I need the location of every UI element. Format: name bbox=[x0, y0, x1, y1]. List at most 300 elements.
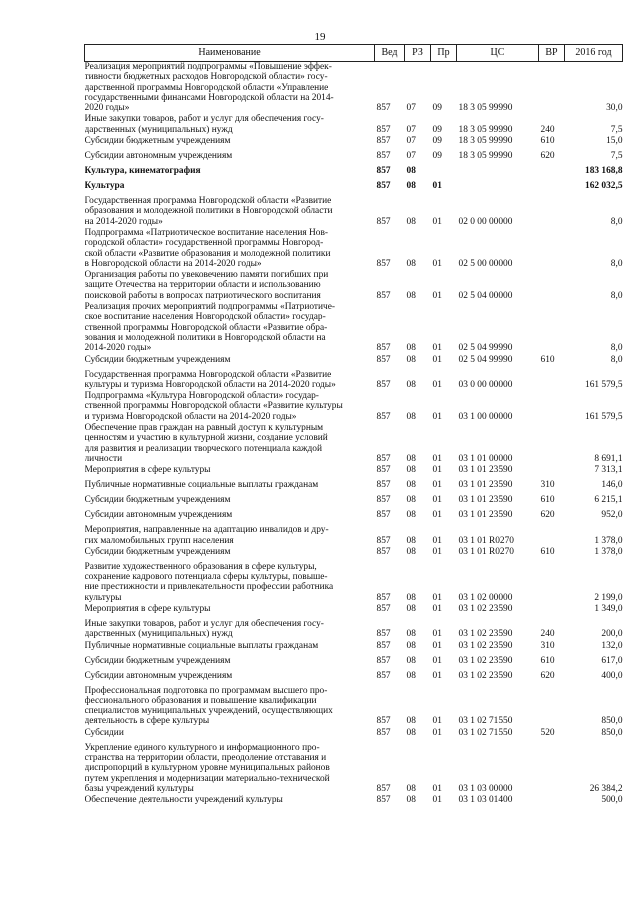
table-row bbox=[85, 423, 623, 465]
row-pr: 01 bbox=[432, 379, 442, 390]
table-row bbox=[85, 302, 623, 354]
row-sum: 400,0 bbox=[601, 670, 623, 681]
row-name bbox=[85, 423, 375, 465]
row-name bbox=[85, 136, 375, 151]
row-vr: 610 bbox=[540, 655, 555, 666]
row-pr: 09 bbox=[432, 136, 442, 147]
row-name bbox=[85, 795, 375, 810]
row-sum: 2 199,0 bbox=[594, 592, 623, 603]
row-name bbox=[85, 196, 375, 228]
row-vr: 610 bbox=[540, 354, 555, 365]
row-sum: 1 378,0 bbox=[594, 546, 623, 557]
row-name-line: деятельность в сфере культуры bbox=[84, 716, 210, 727]
row-pr: 01 bbox=[432, 783, 442, 794]
row-sum: 7 313,1 bbox=[594, 465, 623, 476]
row-ved: 857 bbox=[376, 343, 391, 354]
budget-table-container bbox=[84, 44, 622, 810]
row-name bbox=[85, 641, 375, 656]
row-rz: 07 bbox=[406, 136, 416, 147]
row-name-line: Субсидии бюджетным учреждениям bbox=[84, 655, 231, 666]
row-ved: 857 bbox=[376, 480, 391, 491]
row-pr: 01 bbox=[432, 629, 442, 640]
row-sum: 8 691,1 bbox=[594, 453, 623, 464]
row-name bbox=[85, 181, 375, 196]
row-name-line: путем укрепления и модернизации материально-технической bbox=[84, 773, 330, 784]
row-name bbox=[85, 743, 375, 795]
row-rz: 08 bbox=[406, 535, 416, 546]
page-number: 19 bbox=[314, 31, 326, 43]
row-name-line: Субсидии бюджетным учреждениям bbox=[84, 495, 231, 506]
row-vr bbox=[539, 795, 565, 810]
row-cs: 03 1 02 23590 bbox=[458, 629, 513, 640]
row-name-line: Государственная программа Новгородской области «Развитие bbox=[84, 196, 332, 207]
row-name-line: в Новгородской области на 2014-2020 годы» bbox=[84, 258, 262, 269]
row-name-line: Реализация мероприятий подпрограммы «Повышение эффек- bbox=[84, 62, 332, 72]
row-name bbox=[85, 686, 375, 728]
row-sum: 1 349,0 bbox=[594, 603, 623, 614]
table-row bbox=[85, 525, 623, 547]
table-row bbox=[85, 355, 623, 370]
row-pr: 01 bbox=[432, 480, 442, 491]
row-name-line: образования и молодежной политики в Новгородской области bbox=[84, 206, 333, 217]
row-name-line: ние престижности и привлекательности профессии работника bbox=[84, 582, 334, 593]
row-vr: 610 bbox=[540, 495, 555, 506]
row-cs: 02 5 04 99990 bbox=[458, 354, 513, 365]
row-rz: 08 bbox=[406, 640, 416, 651]
row-vr bbox=[539, 181, 565, 196]
row-vr: 610 bbox=[540, 546, 555, 557]
row-sum: 200,0 bbox=[601, 629, 623, 640]
row-sum: 26 384,2 bbox=[589, 783, 623, 794]
row-name bbox=[85, 525, 375, 547]
row-name bbox=[85, 114, 375, 136]
row-vr bbox=[539, 525, 565, 547]
row-rz: 08 bbox=[406, 258, 416, 269]
header-vr: ВР bbox=[539, 45, 565, 62]
row-vr bbox=[539, 62, 565, 115]
table-row bbox=[85, 619, 623, 641]
row-ved: 857 bbox=[376, 181, 391, 192]
row-sum: 132,0 bbox=[601, 640, 623, 651]
row-name-line: для развития и реализации творческого потенциала каждой bbox=[84, 443, 323, 454]
row-rz: 08 bbox=[406, 411, 416, 422]
row-name-line: Обеспечение прав граждан на равный доступ к культурным bbox=[84, 423, 324, 434]
row-vr bbox=[539, 604, 565, 619]
row-vr: 620 bbox=[540, 151, 555, 162]
row-name bbox=[85, 391, 375, 423]
row-cs: 18 3 05 99990 bbox=[458, 136, 513, 147]
row-name bbox=[85, 480, 375, 495]
row-rz: 08 bbox=[406, 379, 416, 390]
row-sum: 8,0 bbox=[610, 216, 623, 227]
row-name bbox=[85, 151, 375, 166]
row-ved: 857 bbox=[376, 103, 391, 114]
row-pr: 01 bbox=[432, 727, 442, 738]
row-sum: 8,0 bbox=[610, 290, 623, 301]
row-name-line: Субсидии бюджетным учреждениям bbox=[84, 354, 231, 365]
row-name bbox=[85, 619, 375, 641]
table-row bbox=[85, 743, 623, 795]
row-rz: 07 bbox=[406, 151, 416, 162]
row-cs: 03 1 02 71550 bbox=[458, 716, 513, 727]
row-name-line: Подпрограмма «Патриотическое воспитание населения Нов- bbox=[84, 227, 329, 238]
row-name-line: Субсидии автономным учреждениям bbox=[84, 510, 233, 521]
row-ved: 857 bbox=[376, 453, 391, 464]
row-name bbox=[85, 228, 375, 270]
table-row bbox=[85, 656, 623, 671]
row-name-line: ское воспитание населения Новгородской области» государ- bbox=[84, 312, 326, 323]
row-cs: 03 1 02 71550 bbox=[458, 727, 513, 738]
row-name-line: фессионального образования и повышение квалификации bbox=[84, 695, 317, 706]
table-row bbox=[85, 480, 623, 495]
row-vr bbox=[539, 370, 565, 392]
row-sum: 850,0 bbox=[601, 727, 623, 738]
row-sum: 500,0 bbox=[601, 795, 623, 806]
row-name-line: Субсидии автономным учреждениям bbox=[84, 151, 233, 162]
row-ved: 857 bbox=[376, 546, 391, 557]
row-ved: 857 bbox=[376, 640, 391, 651]
row-name-line: Субсидии bbox=[84, 727, 124, 738]
row-sum: 7,5 bbox=[610, 124, 623, 135]
row-name-line: Культура bbox=[84, 181, 125, 192]
row-name-line: поисковой работы в вопросах патриотического воспитания bbox=[84, 290, 321, 301]
row-sum: 6 215,1 bbox=[594, 495, 623, 506]
table-row bbox=[85, 495, 623, 510]
row-name bbox=[85, 270, 375, 302]
row-name-line: странства на территории области, преодоление отставания и bbox=[84, 753, 327, 764]
row-pr: 01 bbox=[432, 795, 442, 806]
row-name-line: диспропорций в культурном уровне муниципальных районов bbox=[84, 763, 330, 774]
table-row bbox=[85, 671, 623, 686]
row-name-line: культуры bbox=[84, 592, 122, 603]
row-rz: 08 bbox=[406, 290, 416, 301]
row-cs: 03 1 01 R0270 bbox=[458, 546, 514, 557]
row-ved: 857 bbox=[376, 216, 391, 227]
row-name-line: защите Отечества на территории области и использованию bbox=[84, 280, 321, 291]
table-row bbox=[85, 151, 623, 166]
row-name bbox=[85, 302, 375, 354]
table-body bbox=[85, 62, 623, 811]
row-vr: 310 bbox=[540, 480, 555, 491]
row-vr bbox=[539, 465, 565, 480]
row-ved: 857 bbox=[376, 411, 391, 422]
table-row bbox=[85, 510, 623, 525]
table-row bbox=[85, 641, 623, 656]
row-pr bbox=[431, 166, 457, 181]
row-pr: 09 bbox=[432, 151, 442, 162]
row-ved: 857 bbox=[376, 510, 391, 521]
row-name-line: на 2014-2020 годы» bbox=[84, 216, 163, 227]
row-vr bbox=[539, 391, 565, 423]
row-rz: 08 bbox=[406, 629, 416, 640]
header-ved: Вед bbox=[375, 45, 405, 62]
row-pr: 01 bbox=[432, 453, 442, 464]
row-cs: 03 1 02 23590 bbox=[458, 603, 513, 614]
row-pr: 01 bbox=[432, 603, 442, 614]
row-vr: 310 bbox=[540, 640, 555, 651]
row-sum: 8,0 bbox=[610, 343, 623, 354]
row-pr: 09 bbox=[432, 103, 442, 114]
row-sum: 161 579,5 bbox=[585, 379, 623, 390]
row-name bbox=[85, 604, 375, 619]
row-name-line: Профессиональная подготовка по программам высшего про- bbox=[84, 685, 328, 696]
row-name-line: Мероприятия в сфере культуры bbox=[84, 465, 211, 476]
row-rz: 08 bbox=[406, 510, 416, 521]
row-rz: 08 bbox=[406, 166, 416, 177]
row-name-line: Субсидии автономным учреждениям bbox=[84, 670, 233, 681]
row-pr: 01 bbox=[432, 343, 442, 354]
row-vr bbox=[539, 686, 565, 728]
row-rz: 07 bbox=[406, 124, 416, 135]
row-cs: 03 1 02 23590 bbox=[458, 640, 513, 651]
row-cs: 02 5 00 00000 bbox=[458, 258, 513, 269]
row-ved: 857 bbox=[376, 166, 391, 177]
table-row bbox=[85, 166, 623, 181]
row-rz: 08 bbox=[406, 465, 416, 476]
row-rz: 07 bbox=[406, 103, 416, 114]
row-name-line: городской области» государственной программы Новгород- bbox=[84, 238, 324, 249]
row-pr: 01 bbox=[432, 510, 442, 521]
row-name bbox=[85, 370, 375, 392]
row-cs: 03 1 01 00000 bbox=[458, 453, 513, 464]
row-rz: 08 bbox=[406, 727, 416, 738]
row-name-line: дарственной программы Новгородской области «Управление bbox=[84, 82, 329, 93]
table-row bbox=[85, 370, 623, 392]
table-row bbox=[85, 228, 623, 270]
row-name bbox=[85, 656, 375, 671]
row-pr: 01 bbox=[432, 592, 442, 603]
row-vr: 620 bbox=[540, 670, 555, 681]
row-name bbox=[85, 562, 375, 604]
row-cs: 03 1 03 01400 bbox=[458, 795, 513, 806]
row-name bbox=[85, 465, 375, 480]
row-pr: 01 bbox=[432, 354, 442, 365]
row-ved: 857 bbox=[376, 258, 391, 269]
row-ved: 857 bbox=[376, 629, 391, 640]
row-name-line: Субсидии бюджетным учреждениям bbox=[84, 546, 231, 557]
row-sum: 15,0 bbox=[606, 136, 623, 147]
table-row bbox=[85, 196, 623, 228]
row-sum: 30,0 bbox=[606, 103, 623, 114]
row-vr: 240 bbox=[540, 629, 555, 640]
row-name-line: ственной программы Новгородской области «Развитие обра- bbox=[84, 322, 328, 333]
row-cs: 02 5 04 99990 bbox=[458, 343, 513, 354]
row-name-line: специалистов муниципальных учреждений, осуществляющих bbox=[84, 706, 333, 717]
row-pr: 01 bbox=[432, 216, 442, 227]
table-row bbox=[85, 114, 623, 136]
row-cs: 03 1 02 00000 bbox=[458, 592, 513, 603]
row-name-line: 2020 годы» bbox=[84, 103, 130, 114]
row-name-line: Реализация прочих мероприятий подпрограммы «Патриотиче- bbox=[84, 302, 336, 313]
row-vr bbox=[539, 743, 565, 795]
row-rz: 08 bbox=[406, 603, 416, 614]
row-cs: 02 0 00 00000 bbox=[458, 216, 513, 227]
row-rz: 08 bbox=[406, 181, 416, 192]
row-vr bbox=[539, 562, 565, 604]
table-row bbox=[85, 136, 623, 151]
row-rz: 08 bbox=[406, 216, 416, 227]
row-ved: 857 bbox=[376, 783, 391, 794]
row-ved: 857 bbox=[376, 535, 391, 546]
row-name-line: Организация работы по увековечению памяти погибших при bbox=[84, 270, 329, 281]
row-cs: 18 3 05 99990 bbox=[458, 124, 513, 135]
row-name bbox=[85, 355, 375, 370]
row-sum: 8,0 bbox=[610, 354, 623, 365]
row-pr: 01 bbox=[432, 495, 442, 506]
row-cs: 03 1 01 23590 bbox=[458, 465, 513, 476]
table-row bbox=[85, 465, 623, 480]
row-ved: 857 bbox=[376, 465, 391, 476]
row-rz: 08 bbox=[406, 354, 416, 365]
row-name-line: тивности бюджетных расходов Новгородской области» госу- bbox=[84, 72, 328, 83]
row-ved: 857 bbox=[376, 592, 391, 603]
row-cs bbox=[457, 166, 539, 181]
table-row bbox=[85, 270, 623, 302]
table-row bbox=[85, 391, 623, 423]
row-name-line: гих маломобильных групп населения bbox=[84, 535, 234, 546]
row-rz: 08 bbox=[406, 716, 416, 727]
row-rz: 08 bbox=[406, 592, 416, 603]
row-vr: 620 bbox=[540, 510, 555, 521]
table-row bbox=[85, 547, 623, 562]
row-vr bbox=[539, 166, 565, 181]
row-name-line: Развитие художественного образования в сфере культуры, bbox=[84, 561, 317, 572]
row-ved: 857 bbox=[376, 290, 391, 301]
row-name-line: Мероприятия, направленные на адаптацию инвалидов и дру- bbox=[84, 525, 329, 536]
row-name-line: государственными финансами Новгородской области на 2014- bbox=[84, 92, 334, 103]
table-header bbox=[85, 45, 623, 62]
row-vr bbox=[539, 302, 565, 354]
table-row bbox=[85, 686, 623, 728]
row-name-line: и туризма Новгородской области на 2014-2020 годы» bbox=[84, 411, 297, 422]
row-name-line: Укрепление единого культурного и информационного про- bbox=[84, 742, 320, 753]
row-vr: 240 bbox=[540, 124, 555, 135]
row-name bbox=[85, 728, 375, 743]
row-pr: 01 bbox=[432, 716, 442, 727]
header-rz: РЗ bbox=[405, 45, 431, 62]
row-vr: 520 bbox=[540, 727, 555, 738]
header-pr: Пр bbox=[431, 45, 457, 62]
row-pr: 01 bbox=[432, 546, 442, 557]
row-name bbox=[85, 166, 375, 181]
row-name-line: дарственных (муниципальных) нужд bbox=[84, 124, 233, 135]
row-ved: 857 bbox=[376, 136, 391, 147]
row-rz: 08 bbox=[406, 783, 416, 794]
row-cs: 03 1 00 00000 bbox=[458, 411, 513, 422]
row-name-line: Иные закупки товаров, работ и услуг для обеспечения госу- bbox=[84, 618, 324, 629]
row-pr: 01 bbox=[432, 640, 442, 651]
row-name bbox=[85, 671, 375, 686]
row-sum: 8,0 bbox=[610, 258, 623, 269]
row-name-line: Публичные нормативные социальные выплаты гражданам bbox=[84, 480, 319, 491]
row-ved: 857 bbox=[376, 151, 391, 162]
row-ved: 857 bbox=[376, 354, 391, 365]
row-ved: 857 bbox=[376, 124, 391, 135]
table-row bbox=[85, 62, 623, 115]
row-rz: 08 bbox=[406, 343, 416, 354]
row-pr: 01 bbox=[432, 465, 442, 476]
header-name: Наименование bbox=[85, 45, 375, 62]
row-name-line: Подпрограмма «Культура Новгородской области» государ- bbox=[84, 391, 319, 402]
row-sum: 146,0 bbox=[601, 480, 623, 491]
row-ved: 857 bbox=[376, 655, 391, 666]
row-cs: 03 0 00 00000 bbox=[458, 379, 513, 390]
row-rz: 08 bbox=[406, 546, 416, 557]
row-name-line: базы учреждений культуры bbox=[84, 783, 194, 794]
row-name-line: ценностям и участию в культурной жизни, создание условий bbox=[84, 433, 328, 444]
row-name-line: Мероприятия в сфере культуры bbox=[84, 603, 211, 614]
row-name bbox=[85, 62, 375, 115]
row-pr: 01 bbox=[432, 535, 442, 546]
row-cs: 18 3 05 99990 bbox=[458, 103, 513, 114]
row-ved: 857 bbox=[376, 716, 391, 727]
row-pr: 09 bbox=[432, 124, 442, 135]
row-name-line: 2014-2020 годы» bbox=[84, 343, 152, 354]
row-vr: 610 bbox=[540, 136, 555, 147]
row-sum: 162 032,5 bbox=[585, 181, 623, 192]
table-row bbox=[85, 562, 623, 604]
row-name-line: зования и молодежной политики в Новгородской области на bbox=[84, 332, 326, 343]
row-rz: 08 bbox=[406, 453, 416, 464]
row-cs: 03 1 03 00000 bbox=[458, 783, 513, 794]
row-sum: 850,0 bbox=[601, 716, 623, 727]
row-cs: 02 5 04 00000 bbox=[458, 290, 513, 301]
row-name-line: Субсидии бюджетным учреждениям bbox=[84, 136, 231, 147]
row-cs: 03 1 01 23590 bbox=[458, 480, 513, 491]
row-name-line: Публичные нормативные социальные выплаты гражданам bbox=[84, 640, 319, 651]
row-name bbox=[85, 547, 375, 562]
row-name-line: ственной программы Новгородской области «Развитие культуры bbox=[84, 401, 343, 412]
row-cs: 18 3 05 99990 bbox=[458, 151, 513, 162]
row-vr bbox=[539, 196, 565, 228]
row-rz: 08 bbox=[406, 480, 416, 491]
row-name-line: личности bbox=[84, 453, 123, 464]
row-rz: 08 bbox=[406, 495, 416, 506]
row-name-line: Иные закупки товаров, работ и услуг для обеспечения госу- bbox=[84, 114, 324, 125]
row-cs: 03 1 01 R0270 bbox=[458, 535, 514, 546]
row-ved: 857 bbox=[376, 795, 391, 806]
row-cs: 03 1 01 23590 bbox=[458, 495, 513, 506]
row-sum: 617,0 bbox=[601, 655, 623, 666]
row-cs: 03 1 01 23590 bbox=[458, 510, 513, 521]
row-name-line: Государственная программа Новгородской области «Развитие bbox=[84, 369, 332, 380]
row-rz: 08 bbox=[406, 655, 416, 666]
table-row bbox=[85, 181, 623, 196]
row-pr: 01 bbox=[432, 411, 442, 422]
row-cs: 03 1 02 23590 bbox=[458, 655, 513, 666]
row-sum: 161 579,5 bbox=[585, 411, 623, 422]
header-cs: ЦС bbox=[457, 45, 539, 62]
row-sum: 183 168,8 bbox=[585, 166, 623, 177]
budget-table bbox=[84, 44, 623, 810]
row-ved: 857 bbox=[376, 603, 391, 614]
row-rz: 08 bbox=[406, 670, 416, 681]
row-sum: 952,0 bbox=[601, 510, 623, 521]
row-ved: 857 bbox=[376, 495, 391, 506]
table-row bbox=[85, 795, 623, 810]
row-vr bbox=[539, 423, 565, 465]
row-cs bbox=[457, 181, 539, 196]
row-pr: 01 bbox=[432, 290, 442, 301]
row-pr: 01 bbox=[432, 258, 442, 269]
table-row bbox=[85, 604, 623, 619]
row-pr: 01 bbox=[432, 670, 442, 681]
table-row bbox=[85, 728, 623, 743]
row-sum: 7,5 bbox=[610, 151, 623, 162]
row-name-line: Обеспечение деятельности учреждений культуры bbox=[84, 795, 283, 806]
row-ved: 857 bbox=[376, 727, 391, 738]
row-ved: 857 bbox=[376, 379, 391, 390]
